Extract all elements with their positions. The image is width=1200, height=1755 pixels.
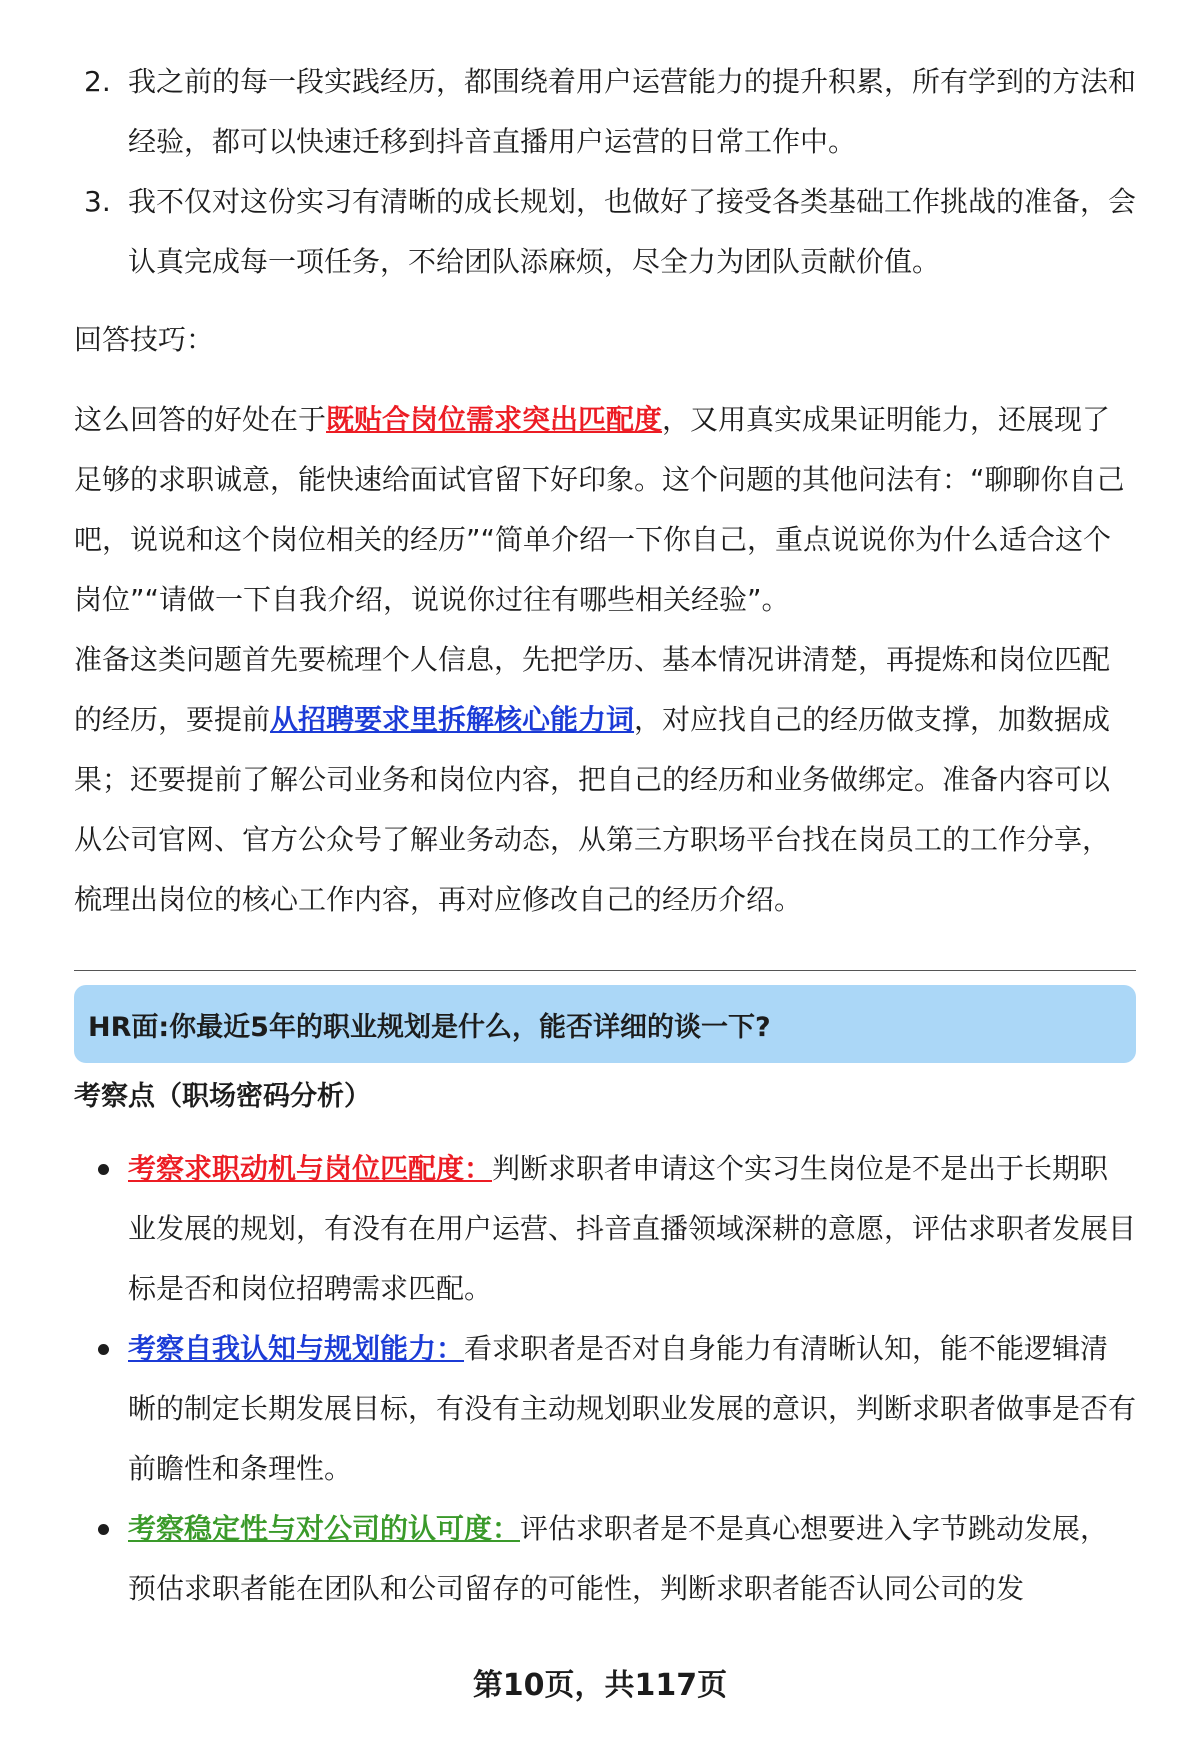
section-title: 考察点（职场密码分析） xyxy=(74,1081,371,1112)
bullet-text: 评估求职者是不是真心想要进入字节跳动发展，预估求职者能在团队和公司留存的可能性，判断求职者能否认同公司的发 xyxy=(128,1512,1109,1605)
numbered-list xyxy=(74,52,1136,292)
bullet-icon xyxy=(98,1164,109,1175)
bullet-item xyxy=(74,1319,1136,1499)
bullet-icon xyxy=(98,1344,109,1355)
tips-heading: 回答技巧： xyxy=(74,323,215,356)
list-item xyxy=(74,172,1136,292)
text-span: ，又用真实成果证明能力，还展现了足够的求职诚意，能快速给面试官留下好印象。这个问题的其他问法有：“聊聊你自己吧，说说和这个岗位相关的经历”“简单介绍一下你自己，重点说说你为什么适合这个岗位”“请做一下自我介绍，说说你过往有哪些相关经验”。 xyxy=(74,403,1125,616)
bullet-list xyxy=(74,1139,1136,1619)
divider xyxy=(74,970,1136,971)
list-number: 2. xyxy=(84,65,111,98)
bullet-label: 考察求职动机与岗位匹配度： xyxy=(128,1152,493,1185)
text-span: 这么回答的好处在于 xyxy=(74,403,327,436)
page-footer: 第10页，共117页 xyxy=(472,1668,728,1703)
bullet-text: 看求职者是否对自身能力有清晰认知，能不能逻辑清晰的制定长期发展目标，有没有主动规划职业发展的意识，判断求职者做事是否有前瞻性和条理性。 xyxy=(128,1332,1137,1485)
text-span: ，对应找自己的经历做支撑，加数据成果；还要提前了解公司业务和岗位内容，把自己的经历和业务做绑定。准备内容可以从公司官网、官方公众号了解业务动态，从第三方职场平台找在岗员工的工作分享，梳理出岗位的核心工作内容，再对应修改自己的经历介绍。 xyxy=(74,703,1111,916)
bullet-label: 考察自我认知与规划能力： xyxy=(128,1332,465,1365)
list-text: 我之前的每一段实践经历，都围绕着用户运营能力的提升积累，所有学到的方法和经验，都可以快速迁移到抖音直播用户运营的日常工作中。 xyxy=(128,65,1137,158)
tips-paragraph-1 xyxy=(74,390,1136,630)
list-item xyxy=(74,52,1136,172)
question-box xyxy=(74,985,1136,1063)
bullet-text: 判断求职者申请这个实习生岗位是不是出于长期职业发展的规划，有没有在用户运营、抖音直播领域深耕的意愿，评估求职者发展目标是否和岗位招聘需求匹配。 xyxy=(128,1152,1137,1305)
bullet-icon xyxy=(98,1524,109,1535)
page-content xyxy=(74,52,1136,1619)
text-span: 准备这类问题首先要梳理个人信息，先把学历、基本情况讲清楚，再提炼和岗位匹配的经历，要提前 xyxy=(74,643,1111,736)
highlight-red: 既贴合岗位需求突出匹配度 xyxy=(326,403,663,436)
highlight-blue: 从招聘要求里拆解核心能力词 xyxy=(270,703,635,736)
list-text: 我不仅对这份实习有清晰的成长规划，也做好了接受各类基础工作挑战的准备，会认真完成每一项任务，不给团队添麻烦，尽全力为团队贡献价值。 xyxy=(128,185,1137,278)
tips-paragraph-2 xyxy=(74,630,1136,930)
question-text: HR面:你最近5年的职业规划是什么，能否详细的谈一下? xyxy=(88,1011,771,1043)
list-number: 3. xyxy=(84,185,111,218)
bullet-label: 考察稳定性与对公司的认可度： xyxy=(128,1512,521,1545)
bullet-item xyxy=(74,1499,1136,1619)
bullet-item xyxy=(74,1139,1136,1319)
